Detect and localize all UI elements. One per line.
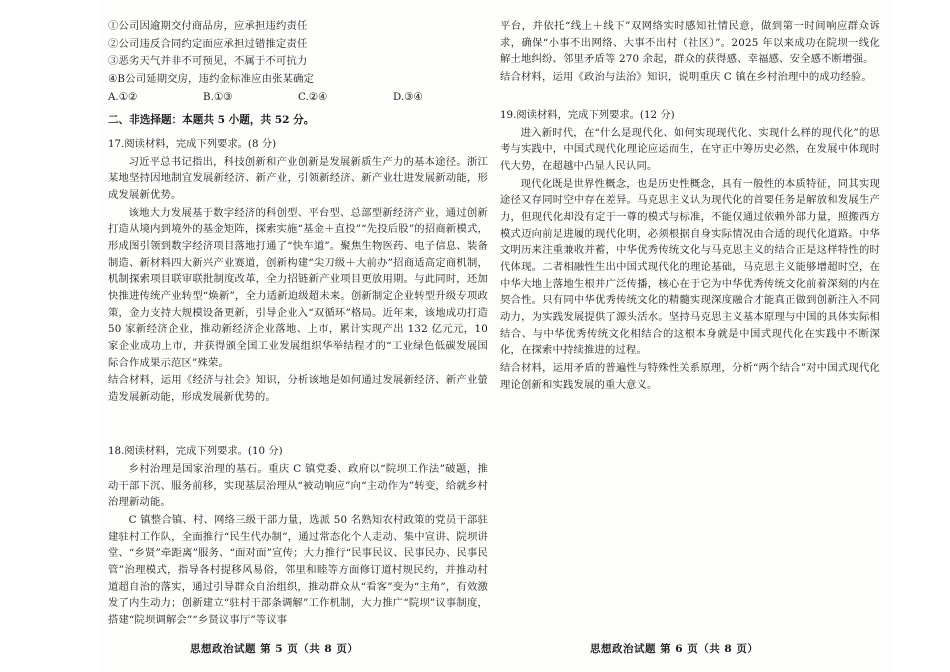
question-17-head: 17.阅读材料，完成下列要求。(8 分)	[108, 137, 277, 150]
question-18-para-2: C 镇整合镇、村、网络三级干部力量，选派 50 名熟知农村政策的党员干部驻建驻村工作队，全面推行“民生代办制”，通过常态化个人走动、集中宣讲、院坝讲堂、“乡贤”牵距离”服务、“面对面”宣传；大力推行“民事民议、民事民办、民事民管”治理模式，指导各村提移风易俗，邻里和睦等方面修订道村规民约，并推动村道超自治的落实，通过引导群众自治组织，推动群众从“看客”变为“主角”，有效激发了内生动力；创新建立“驻村干部条调解”工作机制，大力推广“院坝”议事制度，搭建“院坝调解会”“乡贤议事厅”等议事	[108, 513, 488, 626]
question-17-prompt: 结合材料，运用《经济与社会》知识，分析该地是如何通过发展新经济、新产业螢造发展新动能，形成发展新优势的。	[108, 374, 488, 404]
spacer-block-right	[500, 87, 880, 101]
question-17-para-2: 该地大力发展基于数字经济的科创型、平台型、总部型新经济产业，通过创新打造从境内到境外的基金矩阵，探索实施“基金＋直投”“先投后股”的招商新模式，形成图引领到数字经济项目落地打通了“快车道”。聚焦生物医药、电子信息、装备制造、新材料四大新兴产业赛道，创新构建“尖刀级＋大前办”招商适高定商机制，机制探索项目联审联批制度改革，全力招链新产业项目更放用期。与此同时，还加快推进传统产业转型“焕新”，全力适新迫级超未来。创新制定企业转型升级专项政策，金力支持大规模设备更新，引导企业入“双循环”格局。近年来，该地成功打造 50 家新经济企业，推动新经济企业落地、上市，累计实现产出 132 亿元元，10 家企业成功上市，并获得颁全国工业发展组织华举结程才的“工业绿色低碳发展国际合作成果示范区”殊荣。	[108, 206, 488, 369]
question-19-head: 19.阅读材料，完成下列要求。(12 分)	[500, 108, 675, 121]
footer-right: 思想政治试题 第 6 页（共 8 页）	[590, 643, 759, 655]
question-19-prompt: 结合材料，运用矛盾的普遍性与特殊性关系原理，分析“两个结合”对中国式现代化理论创新和实践发展的重大意义。	[500, 362, 880, 391]
question-18-cont-para: 平台，并依托“线上＋线下”双网络实时感知社情民意，做到第一时间响应群众诉求，确保“小事不出网络、大事不出村（社区）”。2025 年以来成功在院坝一线化解土地纠纷、邻里矛盾等 270 余起，群众的获得感、幸福感、安全感不断增强。	[500, 20, 880, 66]
right-page-column	[500, 18, 880, 394]
question-18-para-1: 乡村治理是国家治理的基石。重庆 C 镇党委、政府以“院坝工作法”破题，推动干部下沉、服务前移，实现基层治理从“被动响应”向“主动作为”转变，给就乡村治理新动能。	[108, 462, 488, 509]
question-19-para-1: 进入新时代，在“什么是现代化、如何实现现代化、实现什么样的现代化”的思考与实践中，中国式现代化理论应运而生，在守正中筹历史必然，在发展中体现时代大势，在超越中凸显人民认同。	[500, 126, 880, 173]
question-18-head: 18.阅读材料，完成下列要求。(10 分)	[108, 444, 283, 457]
option-line-4: ④B公司延期交房，违约金标准应由张某确定	[108, 72, 315, 85]
left-margin	[0, 0, 100, 672]
question-18-prompt: 结合材料，运用《政治与法治》知识，说明重庆 C 镇在乡村治理中的成功经验。	[500, 71, 872, 84]
question-19-para-2: 现代化既是世界性概念，也是历史性概念，具有一般性的本质特征，同其实现途径又存同时空中存在差异。马克思主义认为现代化的首要任务是解放和发展生产力，但现代化却没有定于一尊的模式与标准，不能仅通过依赖外部力量，照搬西方模式迈向前足进履的现代化明，必须根据自身实际情况由合适的现代化道路。中华文明历来注重兼收并蓄，中华优秀传统文化与马克思主义的结合正是这样特性的时代体现。二者相融性生出中国式现代化的理论基础，马克思主义能够增超时空，在中华大地上落地生根并广泛传播，核心在于它为中华优秀传统文化前着深刻的内在契合性。只有同中华优秀传统文化的精髓实现深度融合才能真正做到创新注入不同动力，为实践发展提供了源头活水。坚持马克思主义基本原理与中国的具体实际相结合、与中华优秀传统文化相结合的这根本身就是中国式现代化在实践中不断深化，在探索中持续推进的过程。	[500, 177, 880, 357]
option-line-1: ①公司因逾期交付商品房，应承担违约责任	[108, 20, 308, 32]
choice-a: A.①②	[108, 91, 138, 103]
choice-row	[108, 88, 488, 108]
section-title-2: 二、非选择题：本题共 5 小题，共 52 分。	[108, 113, 315, 126]
choice-c: C.②④	[298, 91, 328, 103]
choice-d: D.③④	[393, 91, 423, 103]
question-17-para-1: 习近平总书记指出，科技创新和产业创新是发展新质生产力的基本途径。浙江某地坚持因地制宜发展新经济、新产业，引领新经济、新产业壮进发展新动能，形成发展新优势。	[108, 155, 488, 202]
right-margin	[890, 0, 950, 672]
spacer-block	[108, 407, 488, 437]
left-page-column	[108, 18, 488, 630]
option-line-3: ③恶劣天气并非不可预见，不属于不可抗力	[108, 55, 308, 67]
option-line-2: ②公司违反合同约定面应承担过错推定责任	[108, 37, 308, 50]
choice-b: B.①③	[203, 91, 233, 103]
footer-left: 思想政治试题 第 5 页（共 8 页）	[190, 643, 359, 655]
